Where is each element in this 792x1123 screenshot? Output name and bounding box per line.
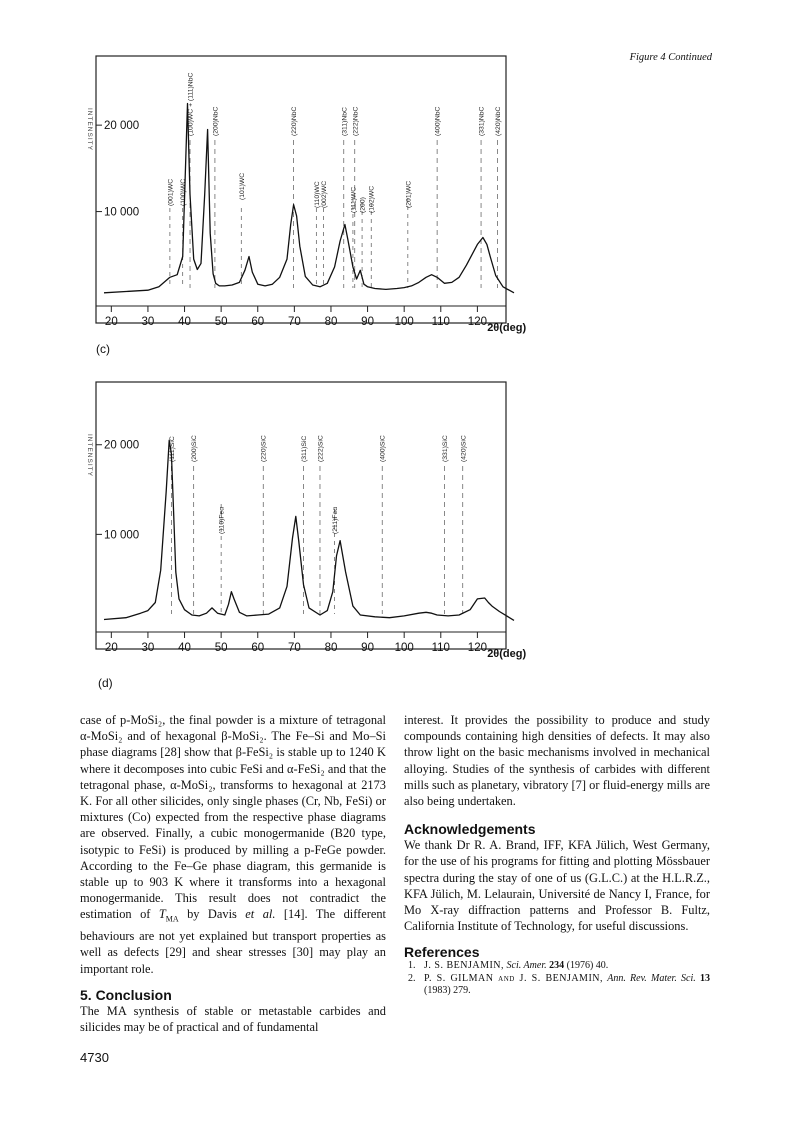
x-tick-label: 120 bbox=[467, 642, 487, 654]
peak-label-mid: (101)WC bbox=[238, 172, 246, 200]
diffraction-curve bbox=[104, 440, 514, 620]
left-column bbox=[80, 712, 386, 1035]
peak-label-top: (331)SiC bbox=[441, 435, 449, 462]
y-tick-label: 20 000 bbox=[104, 439, 140, 452]
peak-label-mid: (110)Feα bbox=[218, 506, 226, 534]
figure-continued-caption: Figure 4 Continued bbox=[629, 52, 712, 63]
y-axis-label: INTENSITY bbox=[86, 434, 93, 477]
x-tick-label: 100 bbox=[394, 642, 414, 654]
xrd-figure-c bbox=[82, 48, 527, 338]
x-tick-label: 30 bbox=[141, 642, 155, 654]
y-tick-label: 20 000 bbox=[104, 120, 140, 133]
peak-label-top: (220)NbC bbox=[291, 106, 299, 136]
y-axis-label: INTENSITY bbox=[86, 108, 93, 151]
x-tick-label: 110 bbox=[431, 642, 450, 654]
peak-label-mid: (111)WC bbox=[350, 186, 358, 213]
body-paragraph-left: case of p-MoSi₂, the final powder is a mixture of tetragonal α-MoSi₂ and of hexagonal β-MoSi₂. The Fe–Si and Mo–Si phase diagrams [28] show that β-FeSi₂ is stable up to 1240 K where it decomposes into cubic FeSi and α-FeSi₂ and that the tetragonal phase, α-MoSi₂, transforms to hexagonal at 2173 K. For all other silicides, only single phases (Cr, Nb, FeSi) or mixtures (Co) expected from the respective phase diagrams are observed. Finally, a cubic monogermanide (B20 type, isotypic to FeSi) is produced by milling a p-FeGe powder. According to the Fe–Ge phase diagram, this germanide is stable up to 903 K where it transforms into a hexagonal monogermanide. This result does not contradict the estimation of $T_{MA}$ by Davis et al. [14]. The different behaviours are not yet explained but transport properties as well as defects [29] and shear stresses [30] may play an important role. bbox=[80, 713, 386, 976]
x-tick-label: 110 bbox=[431, 316, 450, 328]
peak-label-top: (111)SiC bbox=[168, 436, 176, 462]
x-tick-label: 90 bbox=[361, 642, 374, 654]
page-number: 4730 bbox=[80, 1050, 109, 1065]
peak-label-mid: (201)WC bbox=[405, 180, 413, 208]
x-tick-label: 60 bbox=[251, 316, 265, 328]
x-tick-label: 30 bbox=[141, 316, 155, 328]
peak-label-mid: (100)WC bbox=[180, 178, 188, 206]
x-tick-label: 40 bbox=[178, 316, 191, 328]
peak-label-mid: (001)WC bbox=[167, 178, 175, 206]
body-paragraph-right: interest. It provides the possibility to produce and study compounds containing high densities of defects. It may also throw light on the basic mechanisms involved in mechanical alloying. Studies of the synthesis of carbides with different mills such as planetary, vibratory [7] or fluid-energy mills are also being undertaken. bbox=[404, 713, 710, 809]
x-tick-label: 20 bbox=[104, 642, 118, 654]
x-axis-label: 2θ(deg) bbox=[487, 648, 527, 660]
peak-label-top: (222)NbC bbox=[352, 106, 360, 136]
acknowledgements-heading: Acknowledgements bbox=[404, 821, 536, 838]
peak-label-top: (220)SiC bbox=[260, 435, 268, 462]
reference-item: 1. J. S. BENJAMIN, Sci. Amer. 234 (1976) 40. bbox=[408, 960, 609, 972]
peak-label-top: (311)NbC bbox=[341, 107, 349, 136]
peak-label-mid: (211)Feα bbox=[332, 506, 340, 534]
x-tick-label: 50 bbox=[214, 316, 228, 328]
peak-label-top: (400)SiC bbox=[379, 435, 387, 462]
x-tick-label: 20 bbox=[104, 316, 118, 328]
peak-label-mid: (110)WC bbox=[313, 181, 321, 208]
x-tick-label: 60 bbox=[251, 642, 265, 654]
conclusion-text: The MA synthesis of stable or metastable carbides and silicides may be of practical and of fundamental bbox=[80, 1003, 386, 1034]
x-tick-label: 120 bbox=[467, 316, 487, 328]
peak-label-top: (420)NbC bbox=[495, 106, 503, 136]
y-tick-label: 10 000 bbox=[104, 529, 140, 542]
x-tick-label: 80 bbox=[324, 642, 338, 654]
right-column bbox=[404, 712, 710, 998]
peak-label-top: (200)NbC bbox=[212, 106, 220, 136]
x-tick-label: 70 bbox=[287, 642, 301, 654]
x-tick-label: 100 bbox=[394, 316, 414, 328]
peak-label-top: (200)SiC bbox=[191, 435, 199, 462]
panel-label-d: (d) bbox=[98, 676, 113, 690]
reference-list bbox=[404, 960, 710, 998]
x-axis-label: 2θ(deg) bbox=[487, 322, 527, 334]
diffraction-curve bbox=[104, 104, 514, 293]
reference-item: 2. P. S. GILMAN and J. S. BENJAMIN, Ann. Rev. Mater. Sci. 13 (1983) 279. bbox=[408, 972, 710, 997]
xrd-plot-d bbox=[82, 374, 527, 664]
peak-label-top: (331)NbC bbox=[478, 106, 486, 136]
x-tick-label: 90 bbox=[361, 316, 374, 328]
peak-label-top: (222)SiC bbox=[317, 435, 325, 462]
x-tick-label: 40 bbox=[178, 642, 191, 654]
references-heading: References bbox=[404, 944, 480, 961]
xrd-figure-d bbox=[82, 374, 527, 664]
peak-label-top: (400)NbC bbox=[434, 106, 442, 136]
peak-label-top: (100)WC + (111)NbC bbox=[187, 72, 195, 136]
conclusion-heading: 5. Conclusion bbox=[80, 986, 172, 1003]
peak-label-top: (420)SiC bbox=[460, 435, 468, 462]
peak-label-mid: (200) bbox=[359, 197, 367, 213]
panel-label-c: (c) bbox=[96, 342, 110, 356]
acknowledgements-text: We thank Dr R. A. Brand, IFF, KFA Jülich, West Germany, for the use of his programs for fitting and plotting Mössbauer spectra during the stay of one of us (G.L.C.) at the H.L.R.Z., KFA Jülich, M. Lelaurain, Université de Nancy I, France, for Mo X-ray diffraction patterns and Professor B. Fultz, California Institute of Technology, for useful discussions. bbox=[404, 838, 710, 934]
x-tick-label: 80 bbox=[324, 316, 338, 328]
y-tick-label: 10 000 bbox=[104, 206, 140, 219]
x-tick-label: 70 bbox=[287, 316, 301, 328]
peak-label-top: (311)SiC bbox=[301, 435, 309, 462]
x-tick-label: 50 bbox=[214, 642, 228, 654]
xrd-plot-c bbox=[82, 48, 527, 338]
peak-label-mid: (002)WC bbox=[321, 180, 329, 208]
peak-label-mid: (102)WC bbox=[368, 185, 376, 213]
